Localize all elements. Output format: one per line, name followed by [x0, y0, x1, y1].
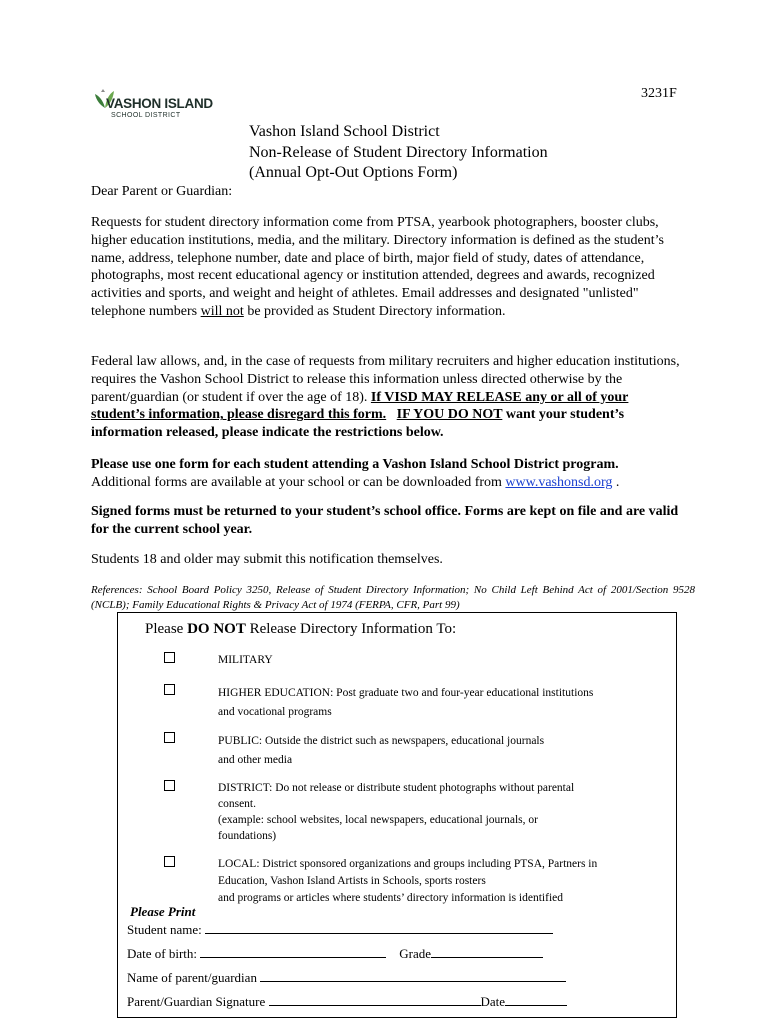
public-checkbox[interactable] — [164, 732, 175, 743]
military-checkbox[interactable] — [164, 652, 175, 663]
federal-law-paragraph: Federal law allows, and, in the case of requests from military recruiters and higher education institutions, requires the Vashon School District to release this information unless directed otherwise by the parent/guardian (or student if over the age of 18). If VISD MAY RELEASE any or all of your student’s information, please disregard this form. IF YOU DO NOT want your student’s information released, please indicate the restrictions below. — [91, 354, 680, 441]
student-name-field[interactable]: Student name: — [127, 922, 553, 938]
local-checkbox[interactable] — [164, 856, 175, 867]
students-18-paragraph: Students 18 and older may submit this notification themselves. — [91, 552, 443, 567]
option-local: LOCAL: District sponsored organizations and groups including PTSA, Partners in Education, Vashon Island Artists in Schools, sports rosters and programs or articles where students’ directory information is identified — [218, 858, 598, 904]
district-checkbox[interactable] — [164, 780, 175, 791]
signature-field[interactable] — [269, 995, 481, 1006]
directory-info-paragraph: Requests for student directory information come from PTSA, yearbook photographers, booster clubs, higher education institutions, media, and the military. Directory information is defined as the student’s name, address, telephone number, date and place of birth, major field of study, dates of attendance, photographs, most recent educational agency or institution attended, degrees and awards, recognized activities and sports, and weight and height of athletes. Email addresses and designated "unlisted" telephone numbers will not be provided as Student Directory information. — [91, 215, 664, 319]
opt-out-heading: Please DO NOT Release Directory Information To: — [145, 621, 457, 637]
one-form-paragraph: Please use one form for each student attending a Vashon Island School District program. Additional forms are available at your school or can be downloaded from www.vashonsd.org . — [91, 457, 620, 490]
district-website-link[interactable]: www.vashonsd.org — [505, 474, 613, 490]
greeting: Dear Parent or Guardian: — [91, 184, 233, 199]
parent-name-field[interactable]: Name of parent/guardian — [127, 970, 566, 986]
form-number: 3231F — [641, 86, 677, 101]
return-forms-paragraph: Signed forms must be returned to your student’s school office. Forms are kept on file and are valid for the current school year. — [91, 504, 679, 537]
references: References: School Board Policy 3250, Release of Student Directory Information; No Child Left Behind Act of 2001/Section 9528 (NCLB); Family Educational Rights & Privacy Act of 1974 (FERPA, CFR, Part 99) — [91, 584, 695, 611]
option-district: DISTRICT: Do not release or distribute student photographs without parental consent. (example: school websites, local newspapers, educational journals, or foundations) — [218, 782, 575, 842]
grade-field[interactable] — [431, 947, 543, 958]
option-higher-education: HIGHER EDUCATION: Post graduate two and four-year educational institutions and vocational programs — [218, 687, 594, 718]
logo-subtitle: SCHOOL DISTRICT — [111, 112, 181, 119]
title-line-3: (Annual Opt-Out Options Form) — [249, 164, 458, 181]
logo-name: VASHON ISLAND — [106, 96, 213, 111]
date-field[interactable] — [505, 995, 567, 1006]
dob-grade-row: Date of birth: Grade — [127, 946, 543, 962]
title-line-2: Non-Release of Student Directory Information — [249, 143, 548, 161]
higher-education-checkbox[interactable] — [164, 684, 175, 695]
option-public: PUBLIC: Outside the district such as newspapers, educational journals and other media — [218, 735, 545, 766]
title-line-1: Vashon Island School District — [249, 123, 440, 140]
district-logo — [93, 86, 233, 124]
form-title — [249, 122, 548, 184]
signature-date-row: Parent/Guardian Signature Date — [127, 994, 567, 1010]
please-print-label: Please Print — [130, 904, 196, 919]
dob-field[interactable] — [200, 947, 386, 958]
option-military: MILITARY — [218, 654, 273, 666]
